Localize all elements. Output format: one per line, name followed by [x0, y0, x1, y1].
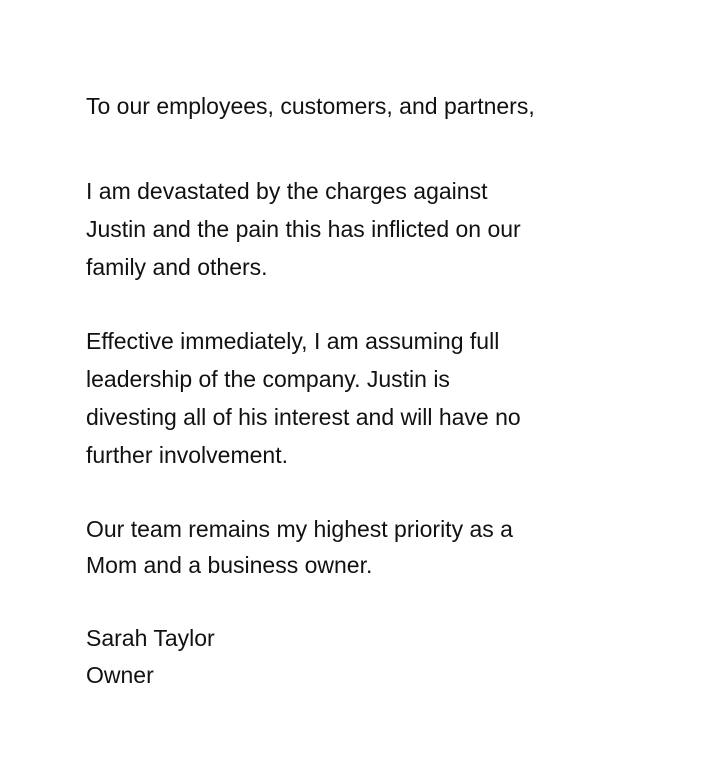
paragraph-line: family and others. [86, 254, 268, 280]
salutation: To our employees, customers, and partners, [86, 93, 535, 119]
signature-title: Owner [86, 662, 154, 688]
paragraph-line: divesting all of his interest and will have no [86, 404, 521, 430]
paragraph-line: further involvement. [86, 442, 288, 468]
paragraph-line: leadership of the company. Justin is [86, 366, 450, 392]
paragraph-line: Justin and the pain this has inflicted on our [86, 216, 521, 242]
paragraph-line: Mom and a business owner. [86, 552, 373, 578]
signature-name: Sarah Taylor [86, 625, 215, 651]
paragraph-line: Effective immediately, I am assuming full [86, 328, 500, 354]
paragraph-line: Our team remains my highest priority as a [86, 516, 513, 542]
paragraph-line: I am devastated by the charges against [86, 178, 488, 204]
